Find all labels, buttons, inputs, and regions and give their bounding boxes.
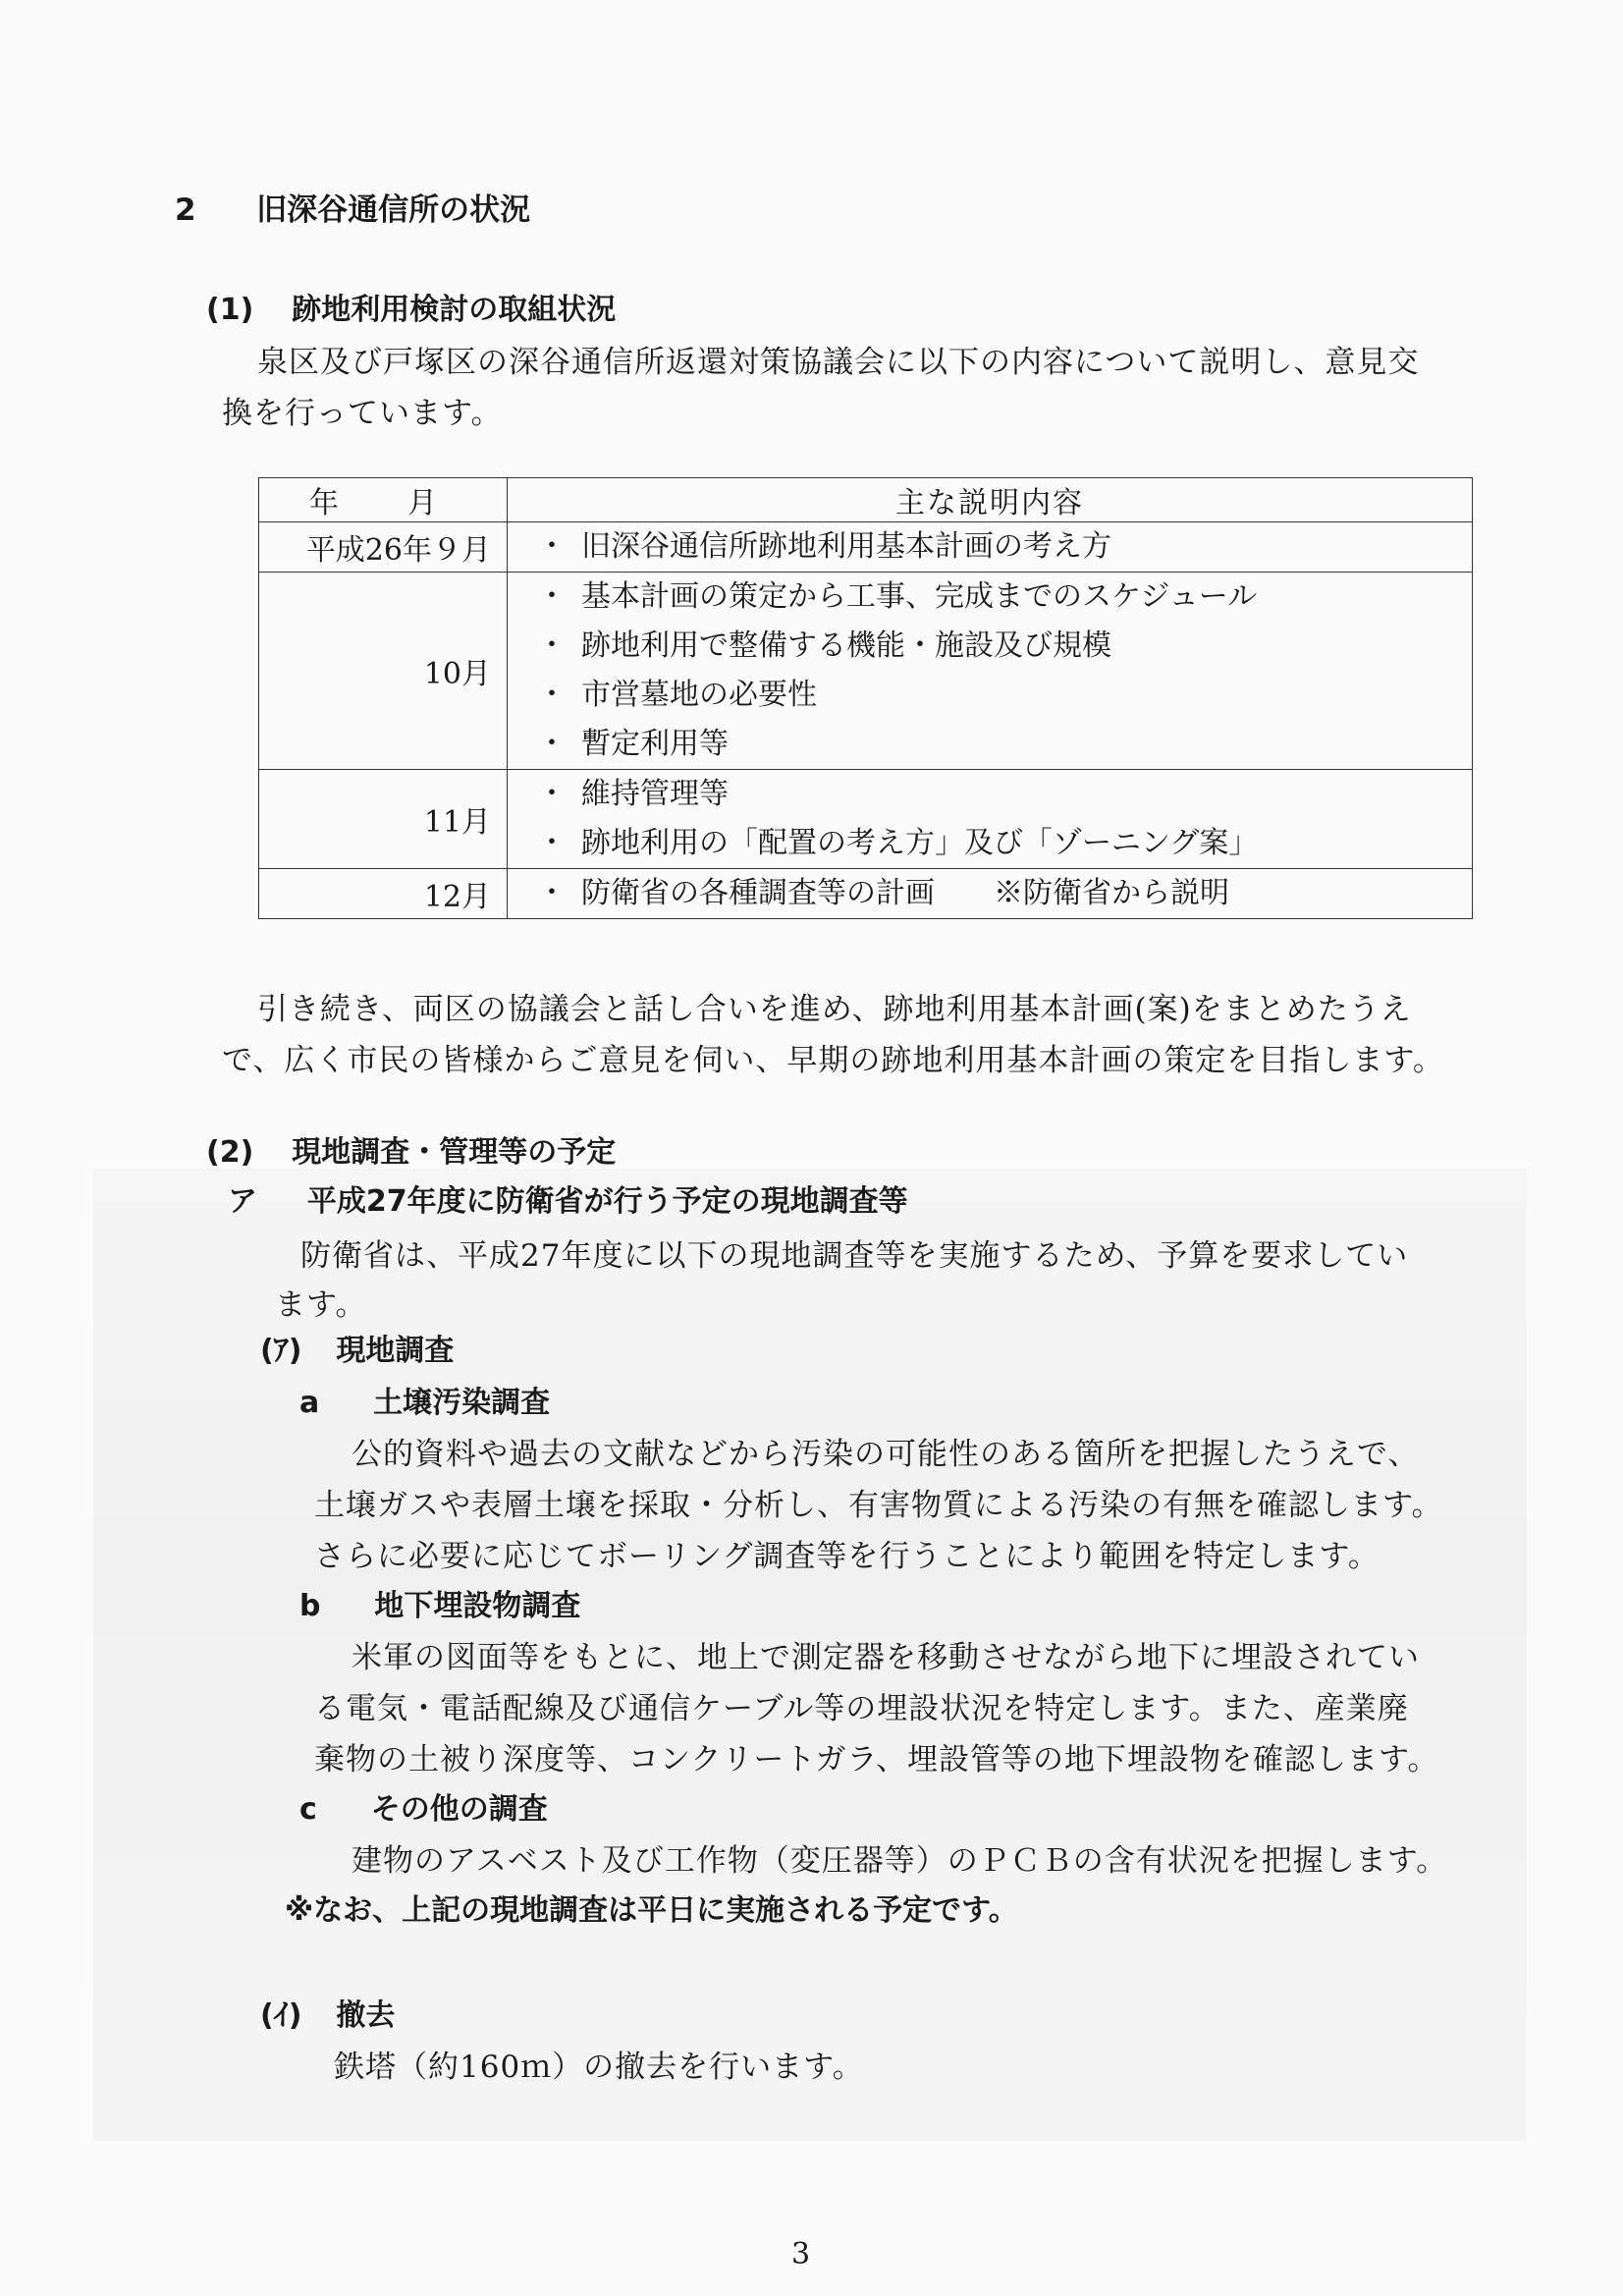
intro-line-1: 泉区及び戸塚区の深谷通信所返還対策協議会に以下の内容について説明し、意見交 xyxy=(257,345,1420,380)
schedule-table xyxy=(258,477,1473,919)
removal-text: 鉄塔（約160ｍ）の撤去を行います。 xyxy=(334,2050,864,2085)
row-month: 平成26年９月 xyxy=(259,522,508,573)
removal-title: 撤去 xyxy=(336,1998,396,2033)
subsection-2-title: 現地調査・管理等の予定 xyxy=(292,1135,617,1170)
section-heading xyxy=(175,185,530,229)
list-item: ・ 旧深谷通信所跡地利用基本計画の考え方 xyxy=(537,522,1472,572)
survey-a-line-3: さらに必要に応じてボーリング調査等を行うことにより範囲を特定します。 xyxy=(314,1539,1380,1574)
survey-b-line-3: 棄物の土被り深度等、コンクリートガラ、埋設管等の地下埋設物を確認します。 xyxy=(314,1742,1439,1777)
table-row xyxy=(259,869,1473,919)
intro-line-2: 換を行っています。 xyxy=(222,396,503,431)
survey-a-title: 土壌汚染調査 xyxy=(373,1386,551,1420)
list-item: ・ 跡地利用で整備する機能・施設及び規模 xyxy=(537,622,1472,671)
after-table-line-1: 引き続き、両区の協議会と話し合いを進め、跡地利用基本計画(案)をまとめたうえ xyxy=(257,992,1412,1027)
table-row xyxy=(259,770,1473,869)
header-content: 主な説明内容 xyxy=(508,478,1473,522)
survey-c-heading xyxy=(299,1784,548,1828)
survey-c-label: c xyxy=(299,1792,317,1827)
table-row xyxy=(259,522,1473,573)
subsection-1-heading xyxy=(206,285,616,328)
row-month: 12月 xyxy=(259,869,508,919)
survey-b-heading xyxy=(299,1581,580,1624)
subsection-1-title: 跡地利用検討の取組状況 xyxy=(292,293,617,327)
item-a-label: ア xyxy=(228,1184,257,1219)
table-header-row xyxy=(259,478,1473,522)
survey-b-line-2: る電気・電話配線及び通信ケーブル等の埋設状況を特定します。また、産業廃 xyxy=(314,1691,1409,1726)
subsection-2-heading xyxy=(206,1127,616,1171)
item-a-line-1: 防衛省は、平成27年度に以下の現地調査等を実施するため、予算を要求してい xyxy=(300,1238,1409,1274)
row-items xyxy=(508,869,1473,919)
removal-heading xyxy=(260,1991,395,2034)
item-a-title: 平成27年度に防衛省が行う予定の現地調査等 xyxy=(306,1184,908,1219)
list-item: ・ 基本計画の策定から工事、完成までのスケジュール xyxy=(537,573,1472,622)
list-item: ・ 防衛省の各種調査等の計画 ※防衛省から説明 xyxy=(537,869,1472,918)
survey-b-line-1: 米軍の図面等をもとに、地上で測定器を移動させながら地下に埋設されてい xyxy=(352,1640,1420,1675)
survey-a-line-1: 公的資料や過去の文献などから汚染の可能性のある箇所を把握したうえで、 xyxy=(352,1437,1420,1472)
row-month: 10月 xyxy=(259,573,508,770)
survey-c-line-1: 建物のアスベスト及び工作物（変圧器等）のＰＣＢの含有状況を把握します。 xyxy=(352,1843,1448,1879)
item-a-heading xyxy=(228,1176,908,1220)
section-title: 旧深谷通信所の状況 xyxy=(256,192,531,228)
item-a-line-2: ます。 xyxy=(275,1287,367,1323)
survey-note: ※なお、上記の現地調査は平日に実施される予定です。 xyxy=(285,1893,1018,1928)
list-item: ・ 維持管理等 xyxy=(537,770,1472,819)
survey-a-line-2: 土壌ガスや表層土壌を採取・分析し、有害物質による汚染の有無を確認します。 xyxy=(314,1488,1443,1523)
survey-a-label: a xyxy=(299,1386,320,1420)
survey-label: (ｱ) xyxy=(260,1334,302,1368)
after-table-line-2: で、広く市民の皆様からご意見を伺い、早期の跡地利用基本計画の策定を目指します。 xyxy=(222,1043,1444,1078)
row-items xyxy=(508,573,1473,770)
survey-b-title: 地下埋設物調査 xyxy=(374,1589,581,1623)
table-row xyxy=(259,573,1473,770)
survey-c-title: その他の調査 xyxy=(370,1792,548,1827)
subsection-2-label: (2) xyxy=(206,1135,254,1170)
subsection-1-label: (1) xyxy=(206,293,254,327)
header-month: 年 月 xyxy=(259,478,508,522)
row-items xyxy=(508,770,1473,869)
section-number: 2 xyxy=(175,192,196,228)
survey-a-heading xyxy=(299,1378,550,1421)
list-item: ・ 跡地利用の「配置の考え方」及び「ゾーニング案」 xyxy=(537,819,1472,868)
list-item: ・ 暫定利用等 xyxy=(537,720,1472,769)
row-month: 11月 xyxy=(259,770,508,869)
survey-b-label: b xyxy=(299,1589,321,1623)
survey-title: 現地調査 xyxy=(336,1334,455,1368)
list-item: ・ 市営墓地の必要性 xyxy=(537,671,1472,720)
row-items xyxy=(508,522,1473,573)
survey-heading xyxy=(260,1326,454,1369)
removal-label: (ｲ) xyxy=(260,1998,302,2033)
page-number: 3 xyxy=(791,2237,811,2271)
